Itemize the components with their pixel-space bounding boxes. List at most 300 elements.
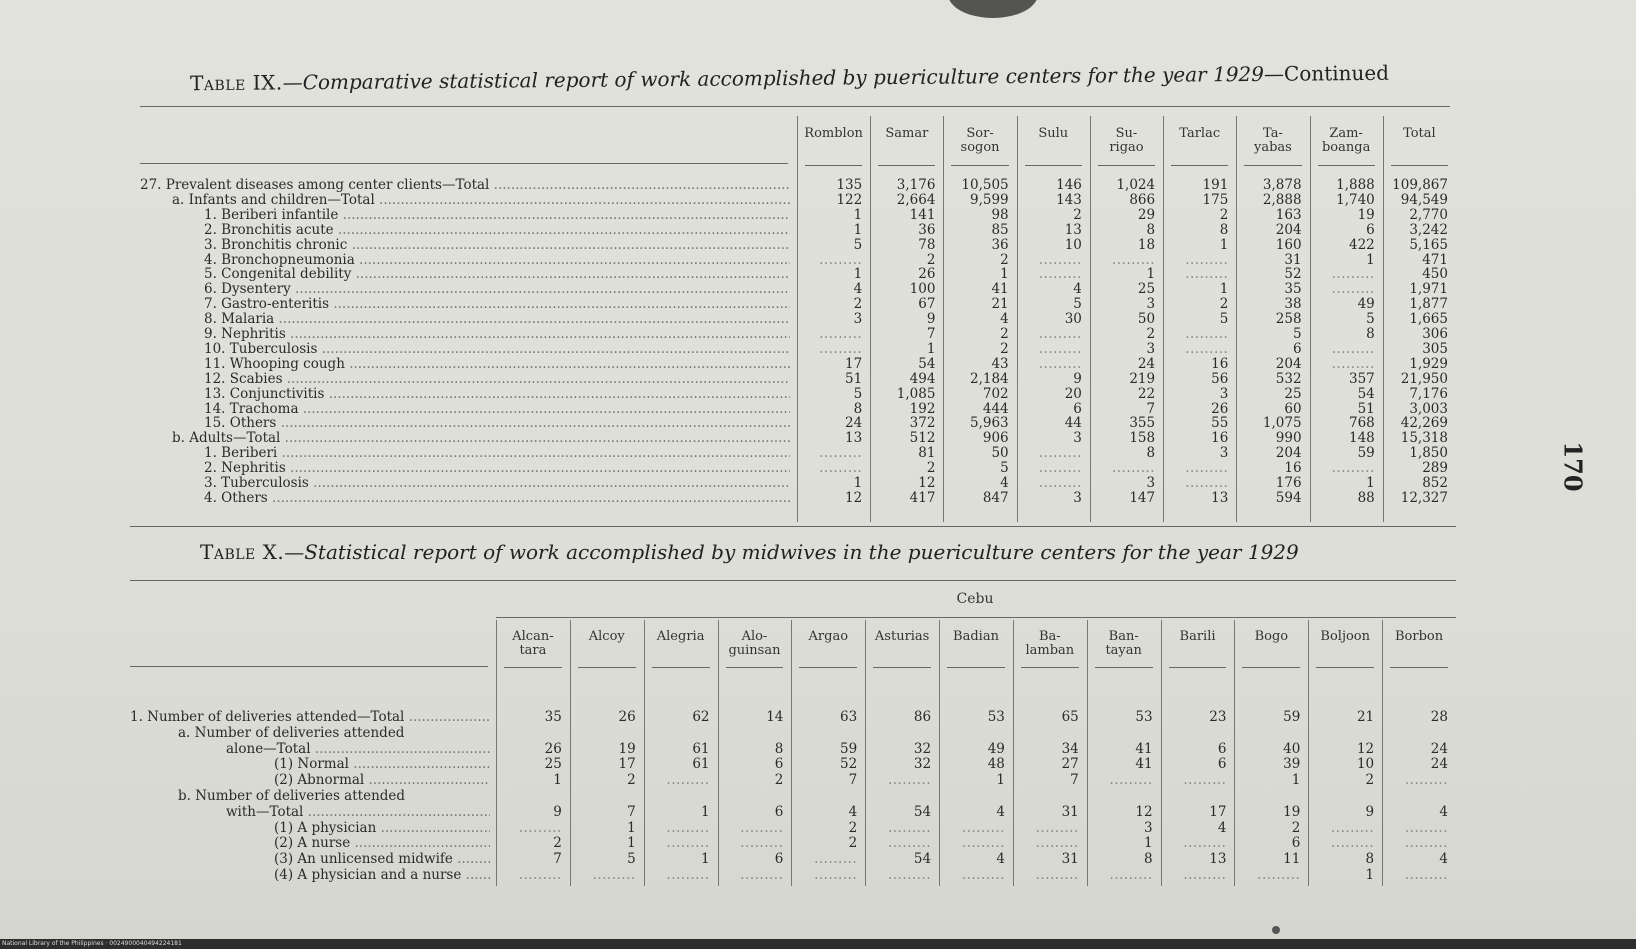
table-cell: 49 [987, 740, 1005, 757]
table-cell: 4 [1000, 311, 1009, 328]
table-cell: 67 [918, 296, 936, 313]
column-header-rule [504, 667, 562, 668]
table-cell: 3 [1144, 819, 1153, 836]
table-cell: 59 [840, 740, 858, 757]
table-cell: 2 [848, 819, 858, 836]
row-label: 9. Nephritis ..... [204, 327, 790, 342]
table-cell: 61 [692, 740, 710, 757]
row-label: 3. Bronchitis chronic ..... [204, 238, 790, 253]
table-cell: 26 [618, 709, 636, 725]
table-cell: 100 [909, 281, 936, 298]
row-label: 12. Scabies ..... [204, 372, 790, 387]
table10-group-rule [496, 617, 1456, 618]
table-cell: 24 [1430, 740, 1448, 757]
table-cell: 5 [853, 236, 863, 253]
row-label: 5. Congenital debility ..... [204, 267, 790, 282]
table-cell: 5 [1000, 460, 1009, 477]
table-cell: 34 [1061, 740, 1079, 757]
table-cell [1087, 773, 1153, 788]
column-header: Bogo [1254, 629, 1289, 644]
row-label: (1) A physician ..... [274, 821, 490, 836]
table-cell: 1,971 [1409, 281, 1448, 298]
table-cell: 5,963 [970, 415, 1009, 432]
table-cell: 85 [991, 221, 1009, 238]
table-cell: 98 [991, 206, 1009, 223]
column-header: Alcan- tara [512, 629, 554, 658]
table-cell: 21,950 [1400, 370, 1448, 387]
table-cell: 10 [1064, 236, 1082, 253]
table-cell: 26 [1211, 400, 1229, 417]
table-cell: 52 [840, 756, 858, 773]
table-cell: 4 [996, 803, 1005, 820]
table-cell: 4 [848, 803, 858, 820]
table-cell [644, 836, 710, 851]
column-header: Boljoon [1320, 629, 1371, 644]
table-cell: 1 [1366, 251, 1375, 268]
table-cell: 148 [1348, 430, 1375, 447]
table-cell: 4 [1073, 281, 1082, 298]
table-cell [1163, 267, 1228, 282]
row-label: 10. Tuberculosis ..... [204, 342, 790, 357]
table-cell: 2,184 [970, 370, 1009, 387]
table-cell: 176 [1275, 475, 1302, 491]
table-cell: 866 [1129, 191, 1156, 208]
table-cell: 78 [918, 236, 936, 253]
table9-title-tail: —Continued [1263, 60, 1390, 86]
table-cell [797, 327, 862, 342]
table-cell: 6 [1366, 221, 1375, 238]
row-label: 14. Trachoma ..... [204, 402, 790, 417]
table-cell: 62 [692, 709, 710, 725]
table-cell: 51 [1357, 400, 1375, 417]
table-cell: 5 [853, 385, 863, 402]
table-cell: 14 [766, 709, 784, 725]
table-cell [1382, 821, 1448, 836]
row-label: (4) A physician and a nurse ..... [274, 868, 490, 883]
table-cell [1013, 821, 1079, 836]
table-cell [865, 836, 931, 851]
column-header: Samar [885, 126, 929, 141]
table-cell: 109,867 [1392, 177, 1448, 193]
table-cell [1163, 327, 1228, 342]
table-cell: 2 [1000, 340, 1009, 357]
table-cell: 990 [1275, 430, 1302, 447]
table-cell: 906 [982, 430, 1009, 447]
table-cell: 768 [1348, 415, 1375, 432]
table-cell: 4 [996, 851, 1005, 868]
table-cell: 36 [918, 221, 936, 238]
table-cell: 2 [1146, 326, 1156, 342]
table-cell: 94,549 [1400, 191, 1448, 208]
row-label: 15. Others ..... [204, 416, 790, 431]
table-cell [791, 852, 857, 867]
row-label: (3) An unlicensed midwife ..... [274, 852, 490, 867]
table-cell [797, 446, 862, 461]
row-label: 13. Conjunctivitis ..... [204, 387, 790, 402]
table-cell: 8 [1146, 221, 1156, 238]
table-cell [570, 868, 636, 883]
table-cell: 2,888 [1262, 191, 1302, 208]
table-cell: 122 [836, 191, 863, 208]
table-cell: 191 [1202, 177, 1229, 193]
table-cell: 2 [1291, 819, 1301, 836]
table-cell: 160 [1275, 236, 1302, 253]
table-cell: 4 [1217, 819, 1227, 836]
row-label: 4. Bronchopneumonia ..... [204, 253, 790, 268]
table-cell: 23 [1209, 709, 1227, 725]
table-cell: 1,665 [1409, 311, 1448, 328]
table-cell: 54 [918, 355, 936, 372]
table-cell: 1 [1219, 281, 1229, 298]
table-cell: 5 [627, 851, 636, 868]
column-header-rule [873, 667, 931, 668]
table-cell [1310, 282, 1375, 297]
table-cell: 6 [774, 851, 784, 868]
table-cell: 6 [1292, 340, 1302, 357]
table-cell: 7 [848, 772, 858, 789]
table-cell: 53 [1135, 709, 1153, 725]
table-cell: 219 [1129, 370, 1156, 387]
table-cell: 4 [853, 281, 863, 298]
column-header: Total [1403, 126, 1436, 141]
table-cell: 54 [913, 803, 932, 820]
table-cell: 15,318 [1400, 430, 1448, 447]
table-cell: 3 [1073, 489, 1082, 506]
table-cell: 32 [913, 756, 932, 773]
column-header-rule [1391, 165, 1448, 166]
table-cell: 10 [1356, 756, 1375, 773]
table-cell [1017, 461, 1082, 476]
table-cell: 2 [853, 296, 863, 313]
table-cell: 141 [909, 206, 936, 223]
column-header: Ba- lamban [1025, 629, 1075, 658]
table-cell: 1 [1365, 867, 1375, 883]
table-cell: 16 [1211, 355, 1229, 372]
table-cell: 8 [1219, 221, 1229, 238]
column-header: Alegria [656, 629, 705, 644]
column-header: Asturias [874, 629, 930, 644]
table-cell: 5 [1366, 311, 1375, 328]
table-cell: 1 [627, 835, 636, 852]
table-cell: 13 [845, 430, 863, 447]
table-cell: 13 [1064, 221, 1082, 238]
table-cell [939, 821, 1005, 836]
table-cell: 3,242 [1409, 221, 1448, 238]
table-cell: 24 [845, 415, 863, 432]
table-cell: 41 [991, 281, 1009, 298]
table-cell [865, 773, 931, 788]
table-cell [644, 821, 710, 836]
table-cell [718, 868, 784, 883]
table-cell: 2 [926, 251, 936, 268]
table-cell: 1,024 [1116, 177, 1156, 193]
table-cell: 1 [1144, 835, 1153, 852]
table-cell: 2,770 [1409, 206, 1448, 223]
table-cell: 27 [1061, 756, 1079, 773]
column-header-rule [1021, 667, 1079, 668]
archive-footer: National Library of the Philippines · 0024900040494224181 [2, 940, 182, 947]
table-cell: 39 [1283, 756, 1301, 773]
table-cell [1382, 773, 1448, 788]
table-cell [1013, 836, 1079, 851]
table-cell: 2 [926, 460, 936, 477]
column-header: Borbon [1395, 629, 1444, 644]
row-label: (2) Abnormal ..... [274, 773, 490, 788]
table-cell: 52 [1284, 266, 1302, 283]
table-cell [1017, 267, 1082, 282]
column-header: Romblon [804, 126, 863, 141]
table-cell: 147 [1129, 489, 1156, 506]
table-cell: 5 [1292, 326, 1302, 342]
table-cell [1013, 868, 1079, 883]
table-cell: 1,929 [1409, 355, 1448, 372]
table-cell: 852 [1422, 475, 1448, 491]
table-cell [797, 461, 862, 476]
column-header-rule [805, 165, 862, 166]
table-cell: 8 [1144, 851, 1153, 868]
table-cell: 88 [1357, 489, 1375, 506]
table-cell: 63 [840, 709, 858, 725]
table-cell: 59 [1357, 445, 1375, 462]
table-cell: 357 [1348, 370, 1375, 387]
table-cell: 2 [1000, 251, 1009, 268]
column-header-rule [578, 667, 636, 668]
table-cell: 81 [918, 445, 936, 462]
table-cell: 24 [1137, 355, 1156, 372]
table-cell: 7 [553, 851, 562, 868]
table-cell: 42,269 [1400, 415, 1448, 432]
column-header: Ban- tayan [1105, 629, 1142, 658]
column-header-rule [878, 165, 935, 166]
column-header: Tarlac [1179, 126, 1221, 141]
table-cell [1310, 461, 1375, 476]
row-label: 27. Prevalent diseases among center clients—Total ..... [140, 178, 790, 193]
table-cell [1163, 476, 1228, 491]
table-cell: 146 [1056, 177, 1082, 193]
table-cell: 8 [1366, 326, 1375, 342]
table-cell [1163, 342, 1228, 357]
table-cell: 35 [544, 709, 562, 725]
table-cell: 847 [982, 489, 1009, 506]
row-label: 8. Malaria ..... [204, 312, 790, 327]
table-cell: 6 [774, 803, 784, 820]
column-header: Badian [953, 629, 999, 644]
table-cell: 1,877 [1409, 296, 1448, 313]
table-cell: 17 [845, 355, 863, 372]
table-cell: 29 [1137, 206, 1156, 223]
table-cell: 175 [1202, 191, 1229, 208]
table10-stub-rule [130, 666, 488, 667]
table-cell: 5 [1073, 296, 1082, 313]
row-label: with—Total ..... [226, 805, 490, 820]
table-cell: 3 [1073, 430, 1082, 447]
table-cell: 49 [1357, 296, 1375, 313]
table-cell: 3,878 [1262, 177, 1302, 193]
table-cell [797, 342, 862, 357]
table-cell: 2 [774, 772, 784, 789]
table-cell: 31 [1061, 803, 1079, 820]
row-label: 6. Dysentery ..... [204, 282, 790, 297]
column-header: Sulu [1038, 126, 1069, 141]
table9-bottom-rule [130, 526, 1456, 527]
table-cell: 56 [1211, 370, 1229, 387]
table-cell: 1 [553, 772, 562, 789]
table-cell [1017, 446, 1082, 461]
table-cell: 1 [1219, 236, 1229, 253]
column-header-rule [1025, 165, 1082, 166]
scan-speck [1272, 926, 1280, 934]
table-cell: 12,327 [1400, 489, 1448, 506]
table-cell [644, 868, 710, 883]
table-cell: 61 [692, 756, 710, 773]
row-label: b. Adults—Total ..... [172, 431, 790, 446]
table-cell: 1 [853, 266, 863, 283]
table-cell [1234, 868, 1300, 883]
column-header-rule [726, 667, 784, 668]
table-cell: 471 [1422, 251, 1448, 268]
column-header-rule [652, 667, 710, 668]
table-cell: 12 [918, 475, 936, 491]
table-cell: 7 [1146, 400, 1156, 417]
table-cell [496, 868, 562, 883]
table-cell: 50 [991, 445, 1009, 462]
table-cell: 11 [1283, 851, 1301, 868]
row-label: b. Number of deliveries attended [178, 789, 406, 804]
table-cell: 158 [1129, 430, 1156, 447]
table-cell: 2 [1073, 206, 1082, 223]
table-cell: 6 [1073, 400, 1082, 417]
row-label: a. Number of deliveries attended [178, 725, 405, 741]
row-label: a. Infants and children—Total ..... [172, 193, 790, 208]
table-cell: 2 [1365, 772, 1375, 789]
table9-stub-rule [140, 163, 788, 164]
table-cell: 6 [1217, 740, 1227, 757]
table-cell: 21 [991, 296, 1009, 313]
table-cell [1087, 868, 1153, 883]
table-cell: 35 [1284, 281, 1302, 298]
table-cell: 20 [1064, 385, 1082, 402]
table-cell: 532 [1275, 370, 1302, 387]
table-cell: 24 [1430, 756, 1448, 773]
table-cell: 4 [1000, 475, 1009, 491]
table-cell [644, 773, 710, 788]
table-cell: 1,888 [1336, 177, 1375, 193]
table-cell [496, 821, 562, 836]
scan-bottom-edge [0, 939, 1636, 949]
row-label: 2. Nephritis ..... [204, 461, 790, 476]
table-cell: 55 [1211, 415, 1229, 432]
table10-title-italic: —Statistical report of work accomplished by midwives in the puericulture centers for the year 1929 [284, 540, 1299, 564]
table-cell: 12 [1356, 740, 1375, 757]
column-header-rule [1095, 667, 1153, 668]
table-cell: 1,850 [1409, 445, 1448, 462]
table-cell: 3,176 [896, 177, 936, 193]
column-header: Argao [808, 629, 849, 644]
table-cell: 192 [909, 400, 936, 417]
table-cell [1310, 342, 1375, 357]
table-cell: 54 [913, 851, 932, 868]
row-label: alone—Total ..... [226, 742, 490, 757]
table-cell: 40 [1283, 740, 1301, 757]
table-cell [1017, 253, 1082, 268]
column-header: Zam- boanga [1321, 126, 1371, 155]
table-cell: 12 [845, 489, 863, 506]
table-cell: 6 [1217, 756, 1227, 773]
table-cell: 10,505 [961, 177, 1009, 193]
table-cell: 32 [913, 740, 932, 757]
table-cell: 2,664 [896, 191, 936, 208]
table-cell: 1 [1291, 772, 1301, 789]
table-cell [1310, 267, 1375, 282]
column-header-rule [1098, 165, 1155, 166]
table-cell: 25 [1284, 385, 1302, 402]
table-cell: 1 [853, 221, 863, 238]
table-cell: 6 [774, 756, 784, 773]
table-cell: 21 [1356, 709, 1375, 725]
table-cell [865, 821, 931, 836]
scan-artifact [948, 0, 1038, 18]
table-cell [1090, 461, 1155, 476]
table-cell: 3 [1219, 385, 1229, 402]
table-cell: 59 [1283, 709, 1301, 725]
column-header: Ta- yabas [1254, 126, 1292, 155]
column-header-rule [1316, 667, 1374, 668]
table-cell: 25 [544, 756, 562, 773]
table9-title-italic: —Comparative statistical report of work accomplished by puericulture centers for the year 1929 [282, 61, 1265, 95]
table-cell: 5,165 [1409, 236, 1448, 253]
table-cell: 28 [1430, 709, 1448, 725]
table-cell [939, 868, 1005, 883]
table-cell [1382, 868, 1448, 883]
table-cell: 2 [1219, 296, 1229, 313]
column-header-rule [947, 667, 1005, 668]
table-cell: 355 [1129, 415, 1156, 432]
table-cell: 4 [1439, 851, 1448, 868]
table-cell [1017, 476, 1082, 491]
table-cell [791, 868, 857, 883]
table10-top-rule [130, 580, 1456, 581]
table-cell: 3 [1146, 475, 1156, 491]
column-header-rule [1244, 165, 1301, 166]
table-cell: 31 [1284, 251, 1302, 268]
table-cell: 444 [982, 400, 1009, 417]
table-cell [1017, 327, 1082, 342]
table-cell: 19 [1283, 803, 1301, 820]
table-cell: 1 [1366, 475, 1375, 491]
row-label: 2. Bronchitis acute ..... [204, 223, 790, 238]
table-cell: 6 [1291, 835, 1301, 852]
table-cell: 1,085 [896, 385, 936, 402]
table-cell: 19 [1357, 206, 1375, 223]
table9-top-rule [140, 106, 1450, 107]
table-cell: 9 [1365, 803, 1375, 820]
table-cell: 204 [1275, 355, 1302, 372]
table-cell [1310, 357, 1375, 372]
column-header-rule [1171, 165, 1228, 166]
table-cell: 289 [1422, 460, 1448, 477]
table-cell: 204 [1275, 221, 1302, 238]
column-header: Sor- sogon [960, 126, 1000, 155]
table10-title-lead: Table X. [200, 540, 285, 564]
table-cell: 1,740 [1336, 191, 1375, 208]
page-number: 170 [1558, 441, 1588, 492]
column-header-rule [799, 667, 857, 668]
column-header: Barili [1179, 629, 1216, 644]
table-cell: 44 [1064, 415, 1082, 432]
table-cell [1382, 836, 1448, 851]
row-label: 7. Gastro-enteritis ..... [204, 297, 790, 312]
table-cell: 51 [845, 370, 863, 387]
